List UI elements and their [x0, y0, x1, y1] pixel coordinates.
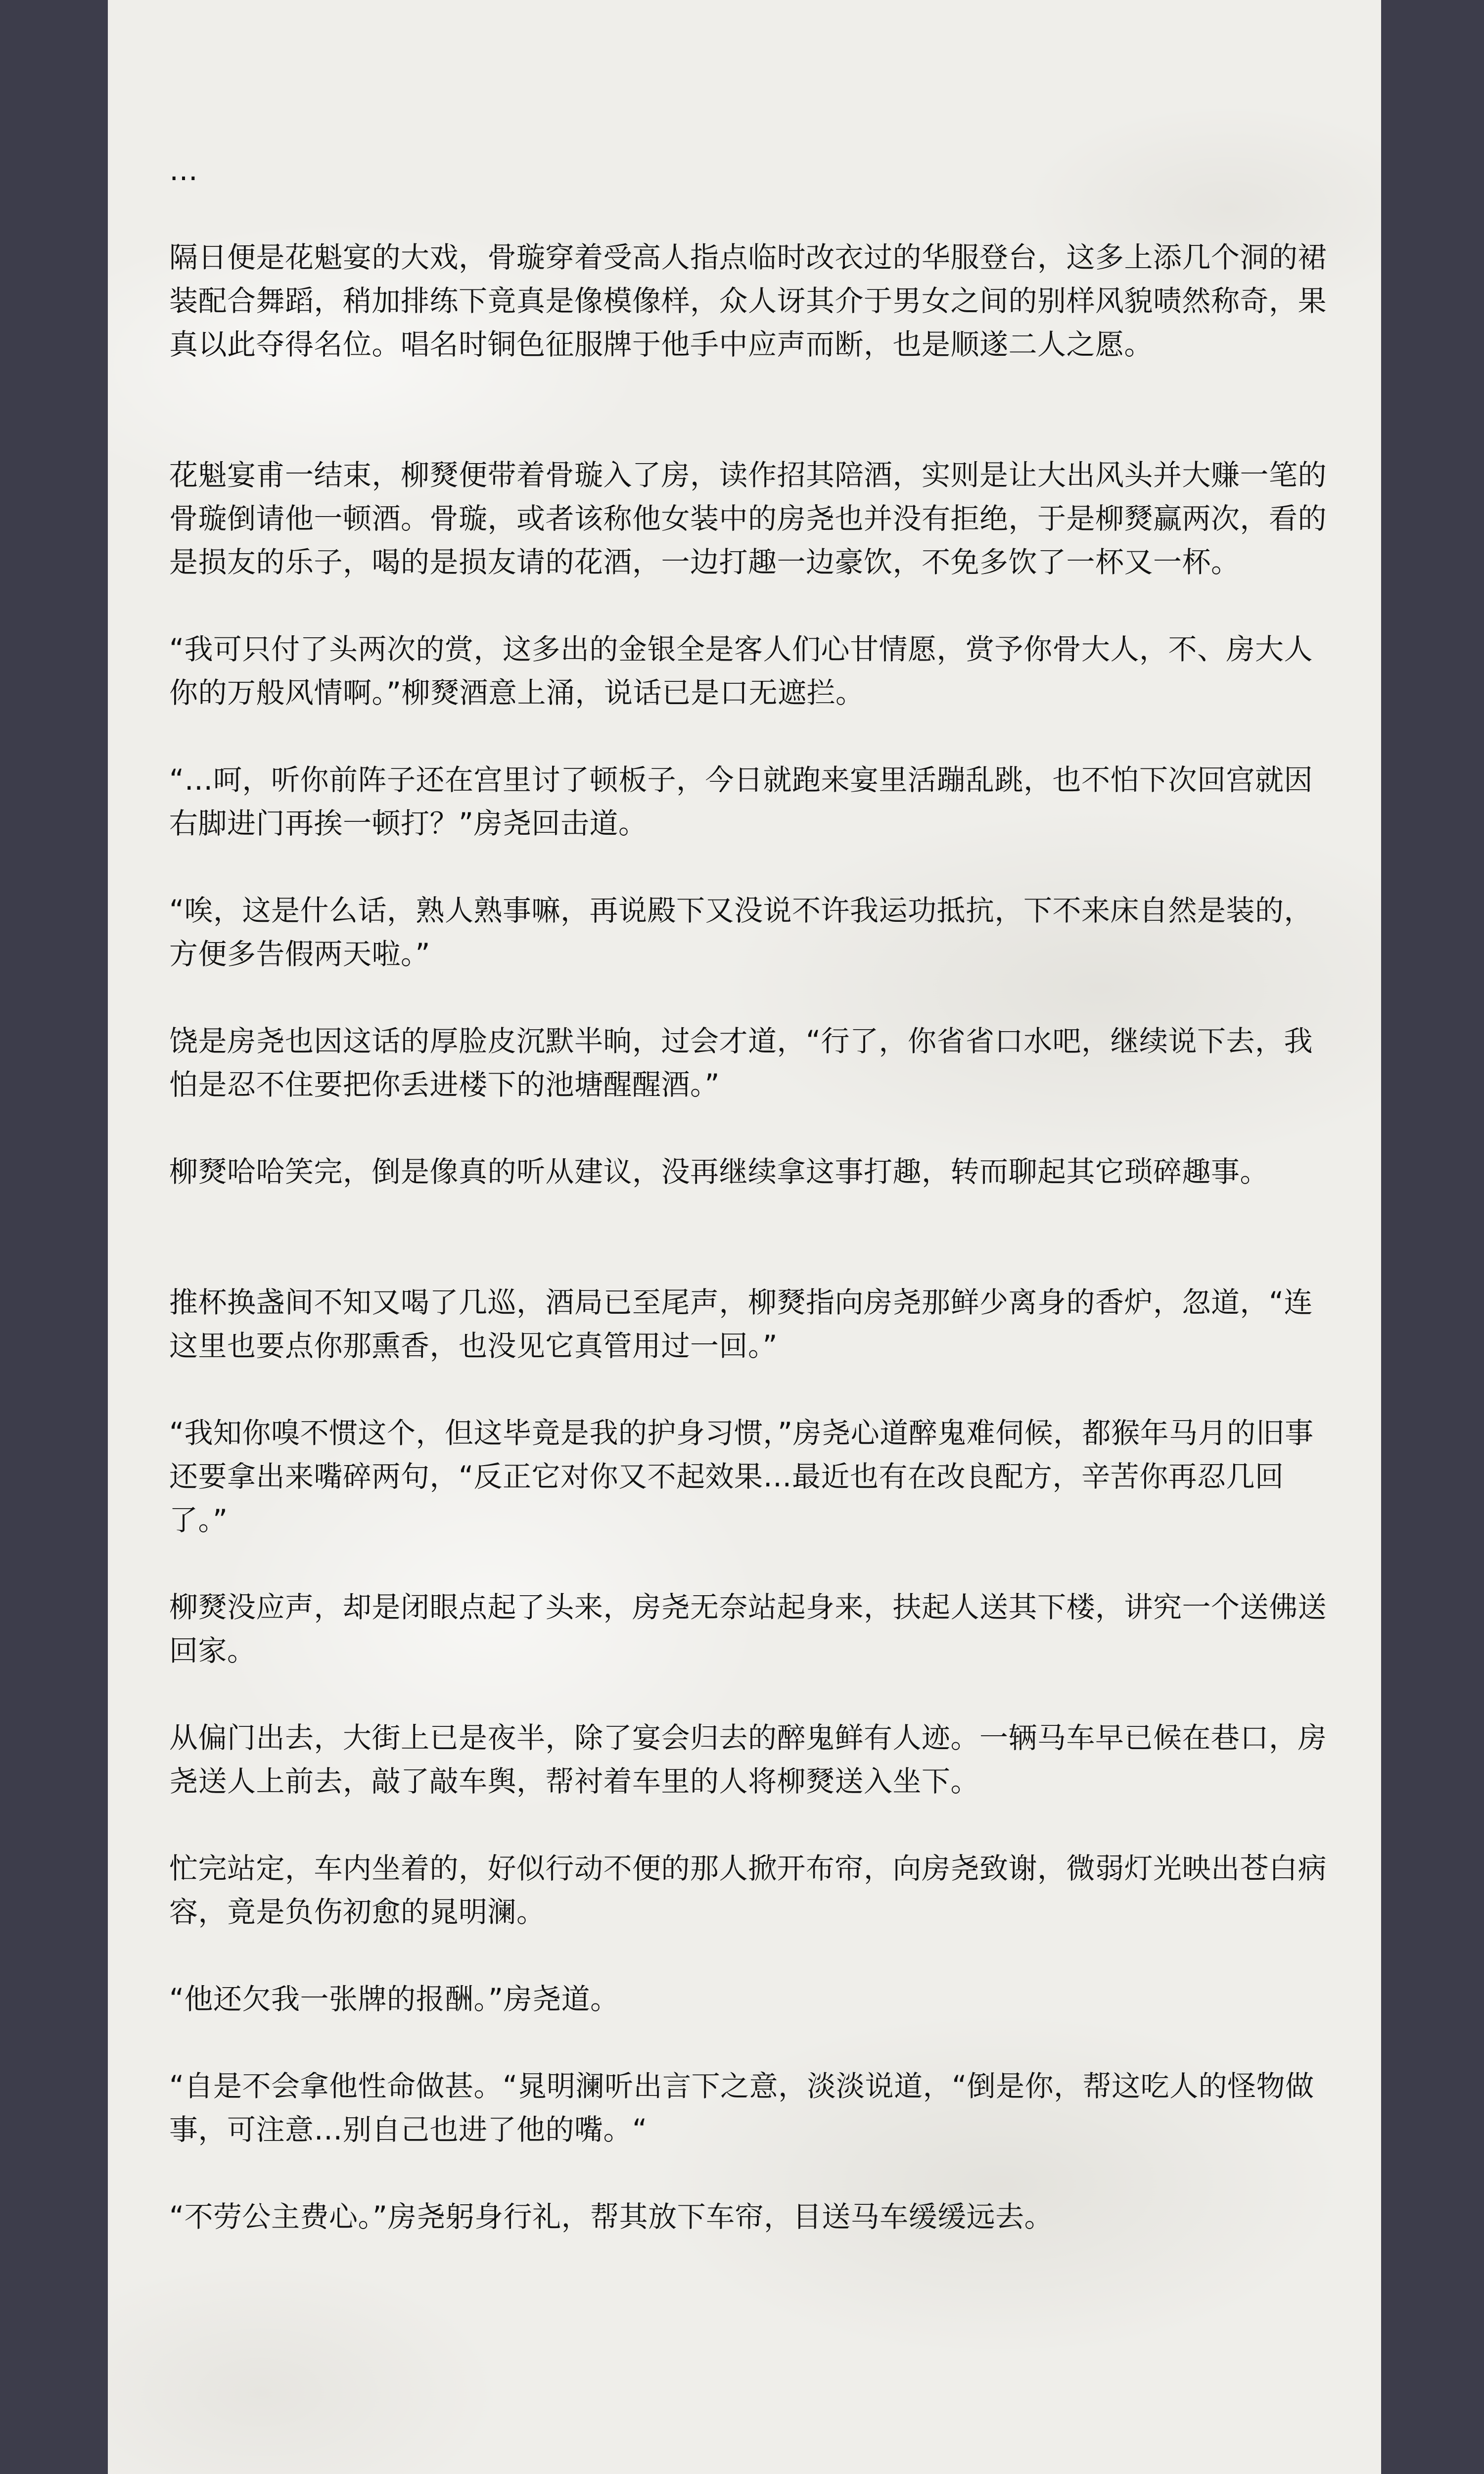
- story-paragraph: 柳燹哈哈笑完，倒是像真的听从建议，没再继续拿这事打趣，转而聊起其它琐碎趣事。: [169, 1155, 1269, 1189]
- story-text: [169, 148, 1327, 2238]
- ellipsis-line: …: [169, 153, 198, 187]
- story-paragraph: “他还欠我一张牌的报酬。”房尧道。: [169, 1982, 619, 2016]
- story-paragraph: “我可只付了头两次的赏，这多出的金银全是客人们心甘情愿，赏予你骨大人，不、房大人你的万般风情啊。”柳燹酒意上涌，说话已是口无遮拦。: [169, 632, 1313, 710]
- story-paragraph: “自是不会拿他性命做甚。“晁明澜听出言下之意，淡淡说道，“倒是你，帮这吃人的怪物做事，可注意…别自己也进了他的嘴。“: [169, 2069, 1314, 2146]
- story-paragraph: 推杯换盏间不知又喝了几巡，酒局已至尾声，柳燹指向房尧那鲜少离身的香炉，忽道，“连这里也要点你那熏香，也没见它真管用过一回。”: [169, 1285, 1313, 1363]
- story-paragraph: “不劳公主费心。”房尧躬身行礼，帮其放下车帘，目送马车缓缓远去。: [169, 2200, 1054, 2234]
- story-paragraph: 饶是房尧也因这话的厚脸皮沉默半晌，过会才道，“行了，你省省口水吧，继续说下去，我怕是忍不住要把你丢进楼下的池塘醒醒酒。”: [169, 1024, 1313, 1101]
- story-paragraph: “我知你嗅不惯这个，但这毕竟是我的护身习惯，”房尧心道醉鬼难伺候，都猴年马月的旧事还要拿出来嘴碎两句，“反正它对你又不起效果…最近也有在改良配方，辛苦你再忍几回了。”: [169, 1416, 1314, 1537]
- paper-page: [108, 0, 1381, 2474]
- story-paragraph: 隔日便是花魁宴的大戏，骨璇穿着受高人指点临时改衣过的华服登台，这多上添几个洞的裙装配合舞蹈，稍加排练下竟真是像模像样，众人讶其介于男女之间的别样风貌啧然称奇，果真以此夺得名位。唱名时铜色征服牌于他手中应声而断，也是顺遂二人之愿。: [169, 240, 1327, 361]
- story-paragraph: “…呵，听你前阵子还在宫里讨了顿板子，今日就跑来宴里活蹦乱跳，也不怕下次回宫就因右脚进门再挨一顿打？”房尧回击道。: [169, 763, 1313, 840]
- story-paragraph: “唉，这是什么话，熟人熟事嘛，再说殿下又没说不许我运功抵抗，下不来床自然是装的，方便多告假两天啦。”: [169, 894, 1313, 971]
- story-paragraph: 花魁宴甫一结束，柳燹便带着骨璇入了房，读作招其陪酒，实则是让大出风头并大赚一笔的骨璇倒请他一顿酒。骨璇，或者该称他女装中的房尧也并没有拒绝，于是柳燹赢两次，看的是损友的乐子，喝的是损友请的花酒，一边打趣一边豪饮，不免多饮了一杯又一杯。: [169, 458, 1327, 579]
- story-paragraph: 柳燹没应声，却是闭眼点起了头来，房尧无奈站起身来，扶起人送其下楼，讲究一个送佛送回家。: [169, 1590, 1327, 1667]
- story-paragraph: 忙完站定，车内坐着的，好似行动不便的那人掀开布帘，向房尧致谢，微弱灯光映出苍白病容，竟是负伤初愈的晁明澜。: [169, 1852, 1327, 1929]
- story-paragraph: 从偏门出去，大街上已是夜半，除了宴会归去的醉鬼鲜有人迹。一辆马车早已候在巷口，房尧送人上前去，敲了敲车舆，帮衬着车里的人将柳燹送入坐下。: [169, 1721, 1327, 1798]
